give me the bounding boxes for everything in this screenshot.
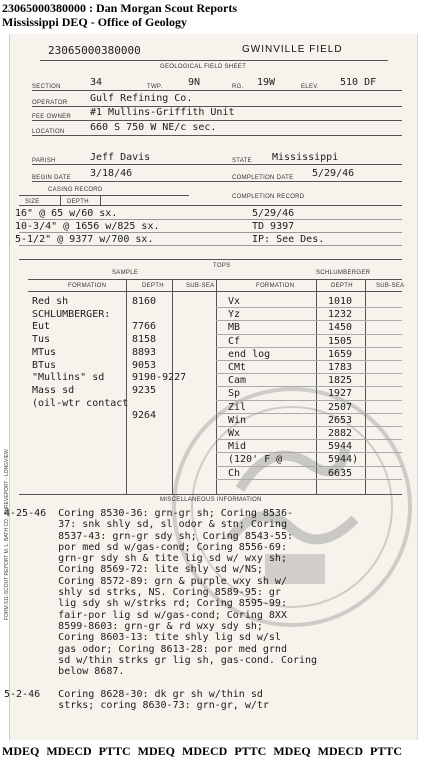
schl-formation-header: FORMATION: [256, 283, 295, 289]
top-depth: 9190-9227: [132, 372, 187, 384]
parish-value: Jeff Davis: [90, 152, 151, 163]
report-title: 23065000380000 : Dan Morgan Scout Reports: [2, 1, 237, 15]
top-formation: Eut: [32, 321, 51, 333]
top-depth: 1010: [328, 296, 353, 307]
top-depth: 2882: [328, 428, 353, 439]
top-formation: Tus: [32, 334, 51, 346]
schlumberger-title: SCHLUMBERGER: [316, 270, 371, 276]
casing-depth-header: DEPTH: [67, 199, 89, 205]
rg-value: 19W: [257, 77, 276, 88]
top-formation: BTus: [32, 359, 57, 371]
casing-row: 16" @ 65 w/60 sx.: [15, 208, 118, 219]
section-value: 34: [90, 77, 103, 88]
top-formation: (120' F @: [228, 454, 283, 466]
twp-label: TWP.: [147, 84, 163, 90]
completion-date-value: 5/29/46: [312, 168, 355, 179]
location-label: LOCATION: [32, 129, 65, 135]
elev-label: ELEV.: [301, 84, 319, 90]
parish-label: PARISH: [32, 158, 56, 164]
top-depth: 1450: [328, 322, 353, 334]
top-depth: 9264: [132, 410, 157, 422]
top-depth: 7766: [132, 321, 157, 333]
completion-date-label: COMPLETION DATE: [232, 175, 294, 181]
begin-date-label: BEGIN DATE: [32, 175, 71, 181]
twp-value: 9N: [188, 77, 201, 88]
top-formation: Mass sd: [32, 384, 75, 396]
field-name: GWINVILLE FIELD: [242, 44, 343, 55]
completion-row: TD 9397: [252, 221, 295, 232]
sample-formation-header: FORMATION: [68, 283, 107, 289]
top-formation: MB: [228, 322, 241, 334]
operator-value: Gulf Refining Co.: [90, 93, 193, 104]
top-formation: Yz: [228, 309, 241, 321]
completion-record-title: COMPLETION RECORD: [232, 194, 305, 200]
top-depth: 1505: [328, 335, 353, 347]
top-depth: 6635: [328, 467, 353, 479]
top-depth: 9053: [132, 359, 157, 371]
top-formation: MTus: [32, 346, 57, 358]
footer-watermark: MDEQ MDECD PTTC MDEQ MDECD PTTC MDEQ MDECD PTTC: [2, 744, 402, 758]
top-depth: 1659: [328, 348, 353, 360]
report-subtitle: Mississippi DEQ - Office of Geology: [2, 15, 187, 29]
api-number: 23065000380000: [48, 44, 141, 57]
top-formation: Cf: [228, 335, 241, 347]
top-formation: Cam: [228, 375, 247, 387]
top-formation: Ch: [228, 467, 241, 479]
top-formation: Vx: [228, 296, 241, 307]
top-formation: end log: [228, 348, 271, 360]
casing-row: 10-3/4" @ 1656 w/825 sx.: [15, 221, 160, 232]
top-depth: 1783: [328, 362, 353, 373]
top-formation: (oil-wtr contact: [32, 397, 129, 409]
top-formation: SCHLUMBERGER:: [32, 308, 111, 320]
fee-owner-label: FEE OWNER: [32, 114, 72, 120]
top-depth: 8893: [132, 346, 157, 358]
top-depth: 1232: [328, 309, 353, 321]
top-depth: 2653: [328, 414, 353, 426]
top-depth: 1825: [328, 375, 353, 387]
location-value: 660 S 750 W NE/c sec.: [90, 122, 217, 133]
top-depth: 5944: [328, 441, 353, 453]
top-formation: Sp: [228, 388, 241, 400]
sample-title: SAMPLE: [112, 270, 139, 276]
top-depth: 5944): [328, 454, 359, 466]
sample-depth-header: DEPTH: [142, 283, 164, 289]
completion-row: 5/29/46: [252, 208, 295, 219]
misc-info-text: 4-25-46 Coring 8530-36: grn-gr sh; Coring 8536- 37: snk shly sd, sl odor & stn; Coring 8537-43: grn-gr sdy sh; Coring 8543-55: por med sd w/gas-cond; Coring 8556-69: grn-gr sdy sh & tite lig sd w/ wxy sh; Coring 8569-72: lite shly sd w/NS; Coring 8572-89: grn & purple wxy sh w/ shly sd strks, NS. Coring 8589-95: gr lig sdy sh w/strks rd; Coring 8595-99: fair-por lig sd w/gas-cond; Coring 8XX 8599-8603: grn-gr & rd wxy sdy sh; Coring 8603-13: tite shly lig sd w/sl gas odor; Coring 8613-28: por med grnd sd w/thin strks gr lig sh, gas-cond. Coring below 8687. 5-2-46 Coring 8628-30: dk gr sh w/thin sd strks; coring 8630-73: grn-gr, w/tr: [4, 508, 318, 712]
fee-owner-value: #1 Mullins-Griffith Unit: [90, 107, 235, 118]
tops-title: TOPS: [213, 263, 231, 269]
section-label: SECTION: [32, 84, 61, 90]
completion-row: IP: See Des.: [252, 234, 325, 245]
top-depth: 8158: [132, 334, 157, 346]
top-formation: Wx: [228, 428, 241, 439]
top-formation: Red sh: [32, 296, 69, 307]
top-depth: 8160: [132, 296, 157, 307]
casing-size-header: SIZE: [25, 199, 40, 205]
begin-date-value: 3/18/46: [90, 168, 133, 179]
misc-info-title: MISCELLANEOUS INFORMATION: [160, 497, 262, 503]
top-formation: "Mullins" sd: [32, 372, 105, 384]
top-formation: Mid: [228, 441, 247, 453]
sheet-title: GEOLOGICAL FIELD SHEET: [160, 64, 247, 70]
sample-subsea-header: SUB-SEA: [186, 283, 215, 289]
top-depth: 2507: [328, 401, 353, 413]
top-formation: CMt: [228, 362, 247, 373]
operator-label: OPERATOR: [32, 100, 68, 106]
state-label: STATE: [232, 158, 252, 164]
top-formation: Zil: [228, 401, 247, 413]
elev-value: 510 DF: [340, 77, 377, 88]
casing-record-title: CASING RECORD: [48, 187, 103, 193]
casing-row: 5-1/2" @ 9377 w/700 sx.: [15, 234, 154, 245]
top-depth: 9235: [132, 384, 157, 396]
top-depth: 1927: [328, 388, 353, 400]
rg-label: RG.: [232, 84, 244, 90]
schl-depth-header: DEPTH: [331, 283, 353, 289]
schl-subsea-header: SUB-SEA: [376, 283, 405, 289]
form-side-text: FORM 511-SCOUT REPORT M. L. BATH CO., SHREVEPORT - LONGVIEW: [4, 449, 10, 620]
state-value: Mississippi: [272, 152, 339, 163]
top-formation: Win: [228, 414, 247, 426]
